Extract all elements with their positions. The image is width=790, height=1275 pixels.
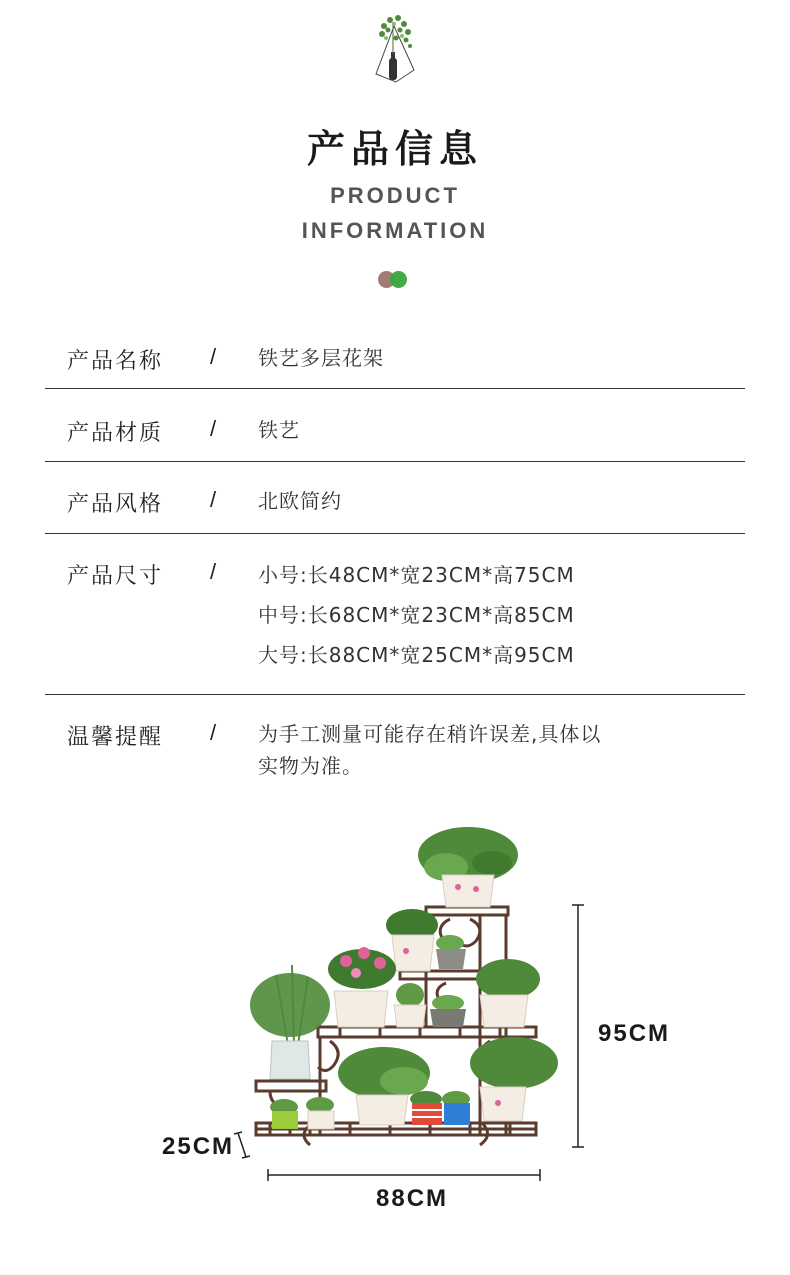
divider [45,694,745,695]
height-label: 95CM [598,1020,671,1047]
spec-separator: / [210,720,217,745]
page-title: 产品信息 [306,127,483,171]
spec-separator: / [210,344,217,369]
plant-in-vase-icon [370,12,420,86]
potted-plant-lower-right [470,1037,558,1121]
spec-value-medium: 中号:长68CM*宽23CM*高85CM [258,603,575,627]
spec-row-style [45,483,745,523]
spec-separator: / [210,559,217,584]
potted-succulent-dark [430,995,466,1027]
width-label: 88CM [376,1185,449,1212]
potted-cactus [394,983,426,1027]
page-subtitle-line2: INFORMATION [301,218,489,243]
divider [45,533,745,534]
spec-value-line2: 实物为准。 [258,754,363,778]
potted-plant-right-middle [476,959,540,1027]
spec-label: 产品材质 [67,421,164,446]
divider [45,461,745,462]
spec-value: 铁艺 [258,418,300,442]
potted-plant-upper-left [386,909,438,971]
potted-plant-top [418,827,518,907]
spec-value-small: 小号:长48CM*宽23CM*高75CM [258,563,575,587]
product-figure [150,815,690,1235]
spec-row-note [45,716,745,786]
divider [45,388,745,389]
spec-label: 产品名称 [67,349,164,374]
depth-label: 25CM [162,1133,235,1160]
spec-separator: / [210,487,217,512]
spec-row-material [45,412,745,452]
spec-row-size [45,555,745,685]
potted-plant-pink-flowers [328,947,396,1027]
decorative-dots [378,271,410,289]
spec-value: 铁艺多层花架 [258,346,384,370]
spec-label: 产品风格 [67,492,164,517]
bamboo-in-glass-vase [250,965,330,1079]
page-subtitle-line1: PRODUCT [330,183,460,208]
dot-green [390,271,407,288]
spec-value-line1: 为手工测量可能存在稍许误差,具体以 [258,722,602,746]
spec-value-large: 大号:长88CM*宽25CM*高95CM [258,643,575,667]
spec-value: 北欧简约 [258,489,342,513]
spec-row-name [45,340,745,380]
spec-separator: / [210,416,217,441]
potted-plant-succulent-upper [436,935,466,969]
spec-label: 温馨提醒 [67,725,164,750]
spec-label: 产品尺寸 [67,564,164,589]
